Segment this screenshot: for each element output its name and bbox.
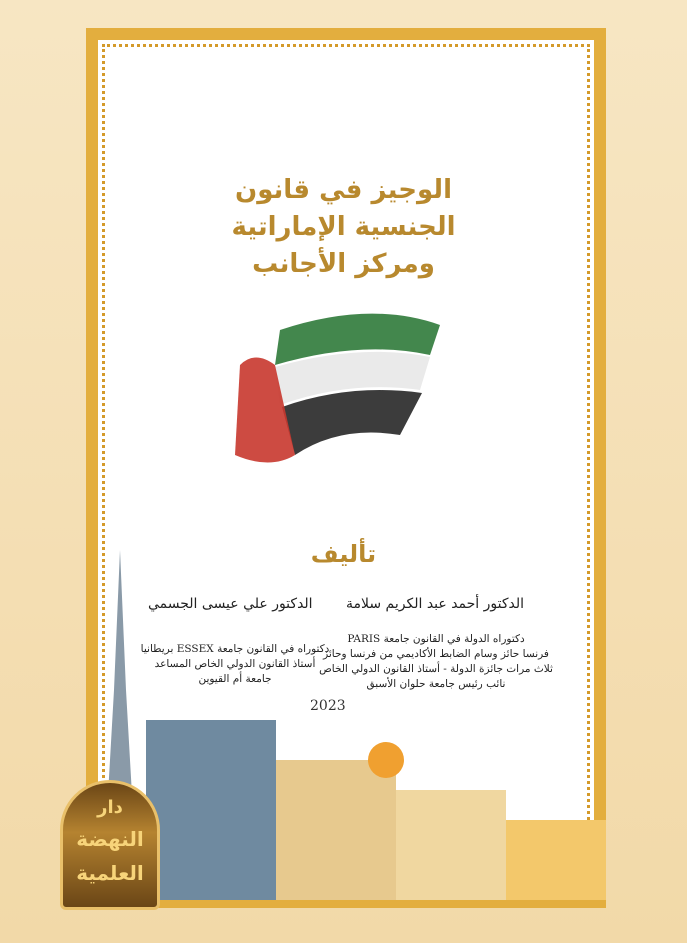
author-2-name: الدكتور علي عيسى الجسمي bbox=[148, 596, 313, 612]
book-title-line-2: الجنسية الإماراتية bbox=[231, 212, 456, 242]
publication-year: 2023 bbox=[310, 698, 346, 714]
publisher-logo-line-3: العلمية bbox=[76, 861, 144, 885]
author-1-bio-line-4: نائب رئيس جامعة حلوان الأسبق bbox=[366, 678, 506, 690]
byline-heading: تأليف bbox=[310, 540, 377, 568]
book-title-line-1: الوجيز في قانون bbox=[235, 175, 452, 205]
uae-flag-brushstroke-image bbox=[200, 305, 500, 475]
publisher-logo bbox=[60, 780, 160, 910]
publisher-logo-line-1: دار bbox=[97, 797, 123, 818]
author-1-name: الدكتور أحمد عبد الكريم سلامة bbox=[346, 596, 525, 612]
book-title-line-3: ومركز الأجانب bbox=[252, 249, 435, 279]
publisher-logo-line-2: النهضة bbox=[76, 827, 144, 851]
author-1-bio-line-2: فرنسا حائز وسام الضابط الأكاديمي من فرنسا وحائز bbox=[323, 648, 549, 660]
author-2-bio-line-1: دكتوراه في القانون جامعة ESSEX بريطانيا bbox=[140, 643, 330, 655]
author-1-bio-line-1: دكتوراه الدولة في القانون جامعة PARIS bbox=[347, 633, 525, 645]
city-skyline-illustration bbox=[86, 560, 606, 900]
author-2-bio-line-3: جامعة أم القيوين bbox=[198, 673, 272, 685]
author-1-bio-line-3: ثلاث مرات جائزة الدولة - أستاذ القانون الدولي الخاص bbox=[319, 663, 553, 675]
author-2-bio-line-2: أستاذ القانون الدولي الخاص المساعد bbox=[154, 658, 316, 670]
